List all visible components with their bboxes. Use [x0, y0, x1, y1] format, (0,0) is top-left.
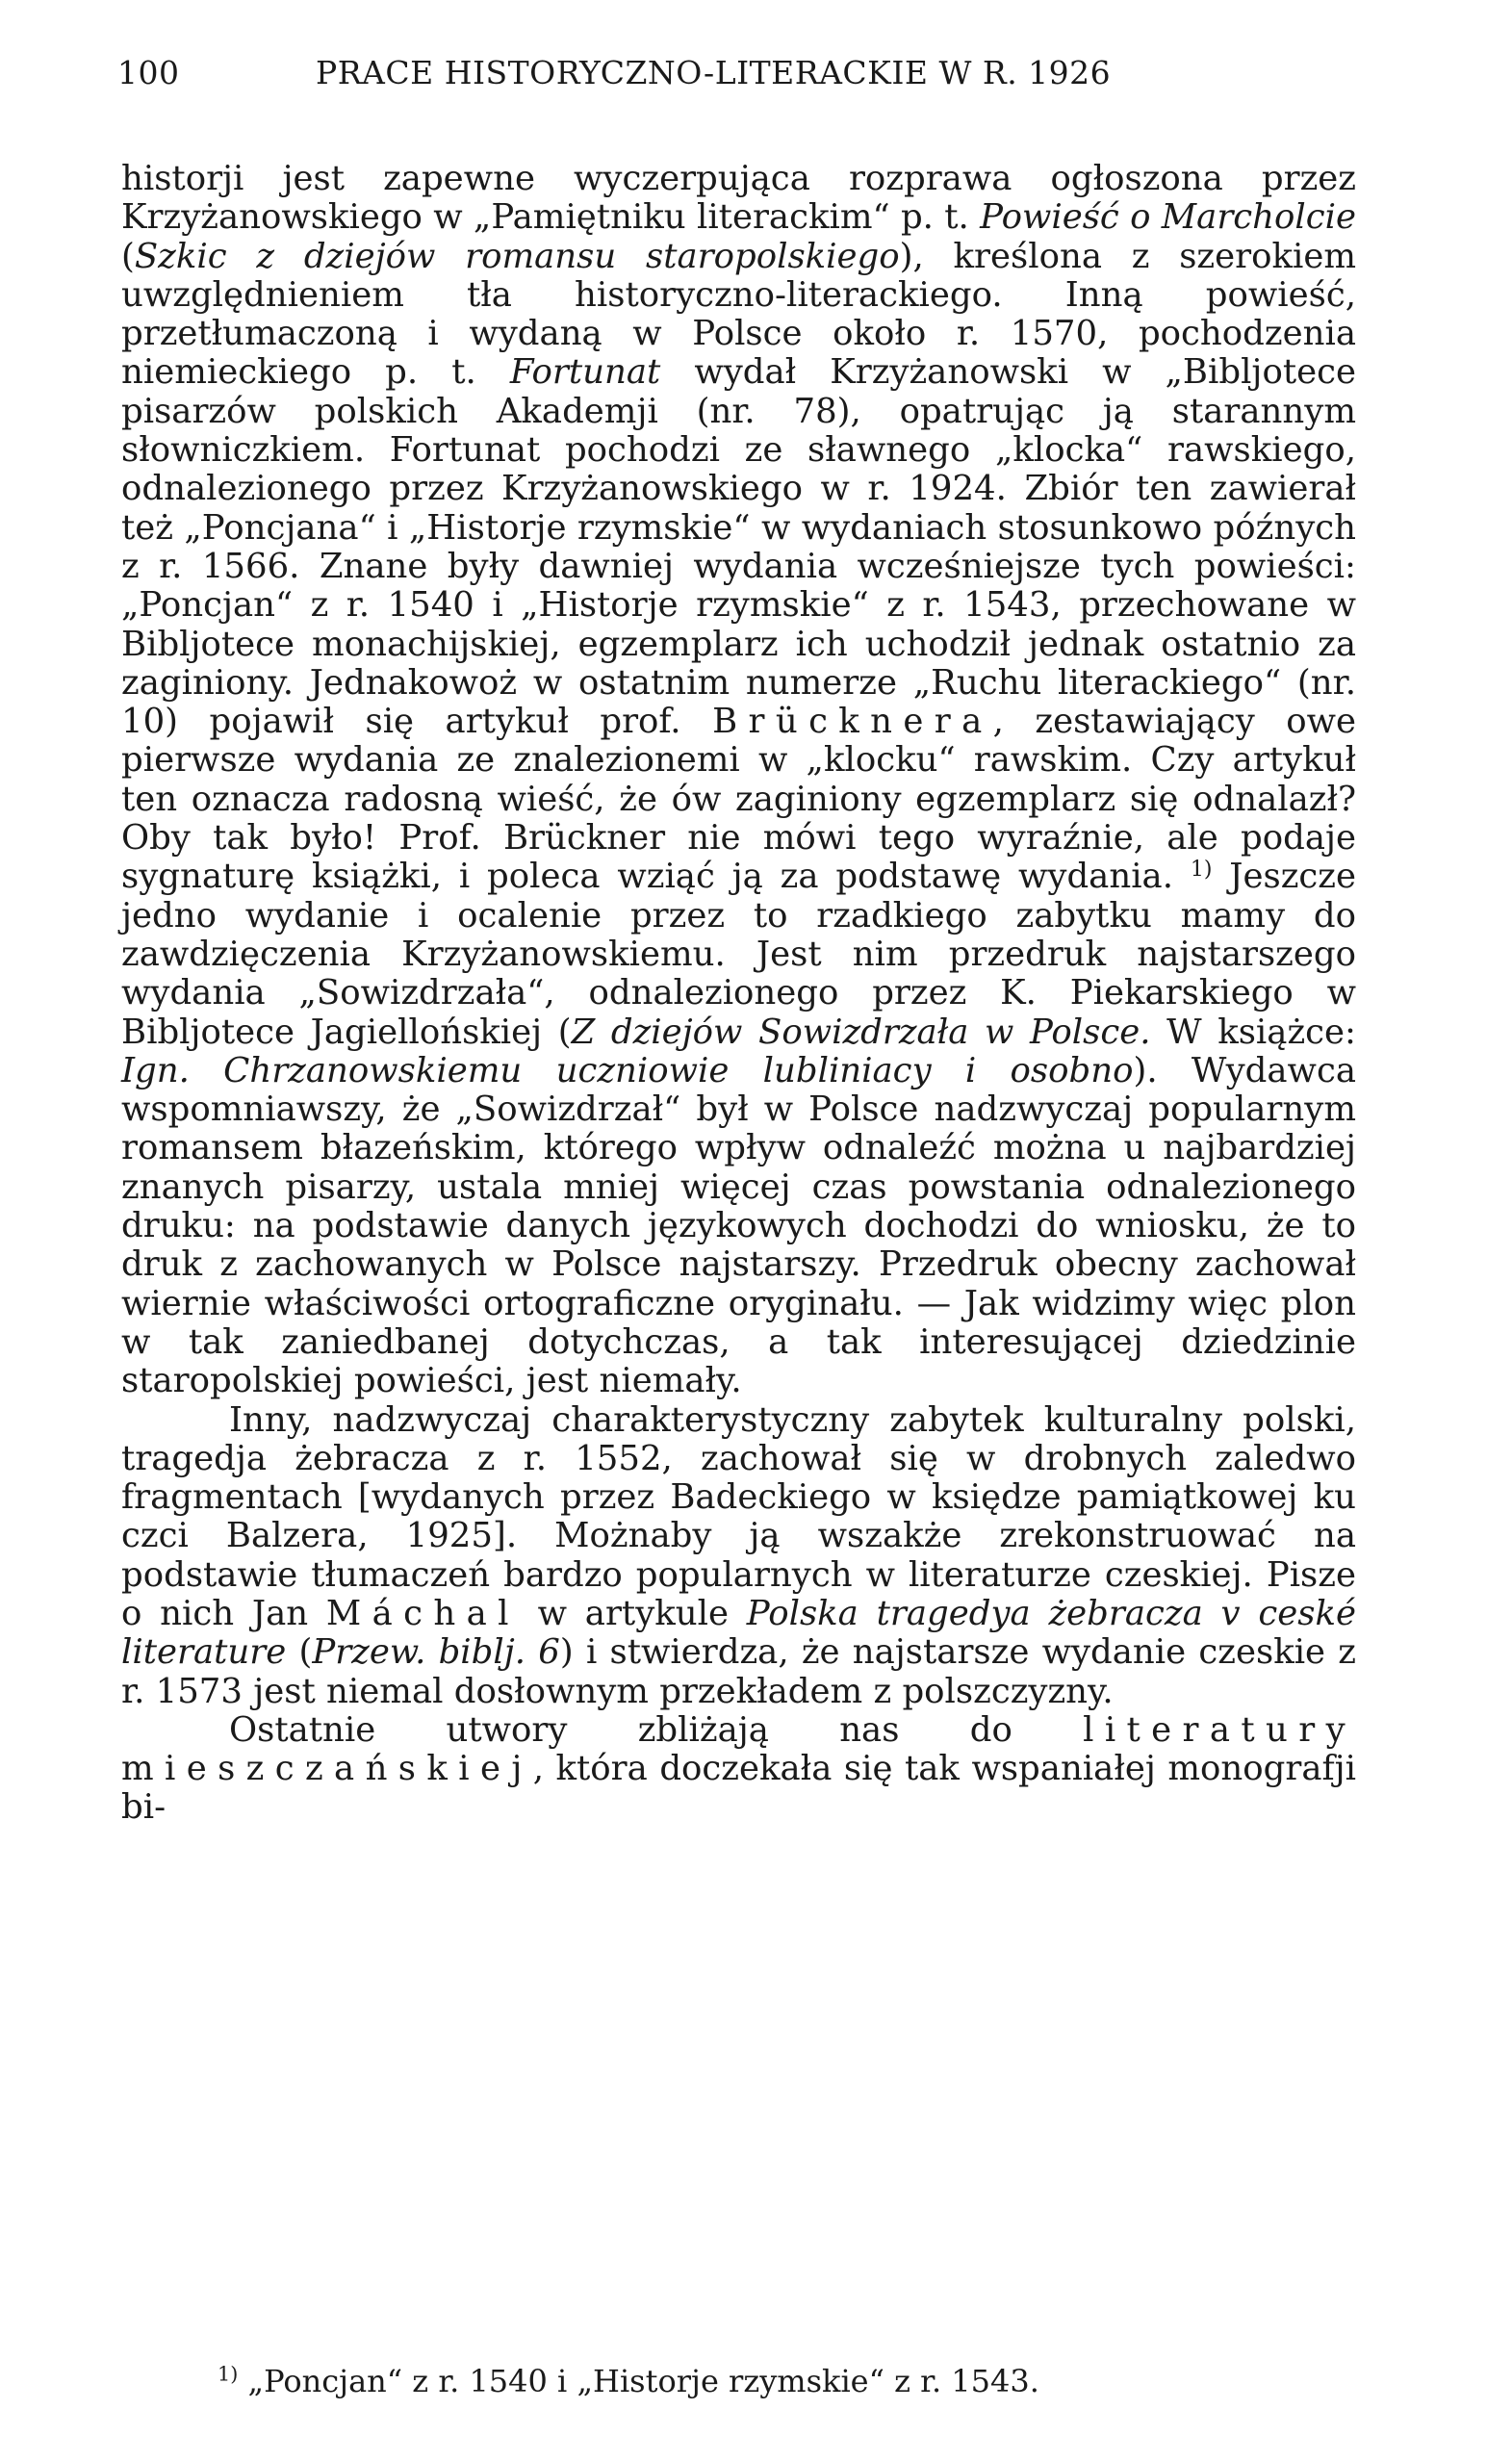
- text-run: Jeszcze jedno wydanie i ocalenie przez to rzadkiego zabytku mamy do zawdzięczenia Krzyżanowskiemu. Jest nim przedruk najstarszego wydania „Sowizdrzała“, odnalezionego przez K. Piekarskiego w Bibljotece Jagiellońskiej (: [121, 857, 1356, 1052]
- italic-text: Z dziejów Sowizdrzała w Polsce.: [571, 1012, 1151, 1052]
- italic-text: Powieść o Marcholcie: [980, 197, 1356, 238]
- footnote: [218, 2362, 1353, 2400]
- spaced-name: literatury mieszczańskiej: [121, 1709, 1356, 1789]
- text-run: historji jest zapewne wyczerpująca rozprawa ogłoszona przez Krzyżanowskiego w „Pamiętniku literackim“ p. t.: [121, 159, 1356, 238]
- footnote-text: „Poncjan“ z r. 1540 i „Historje rzymskie“ z r. 1543.: [238, 2363, 1039, 2399]
- paragraph: [121, 160, 1356, 1401]
- footnote-reference: 1): [1190, 858, 1213, 883]
- italic-text: Szkic z dziejów romansu staropolskiego: [134, 236, 900, 276]
- text-run: ), kreślona z szerokiem uwzględnieniem tła historyczno-literackiego. Inną powieść, przetłumaczoną i wydaną w Polsce około r. 1570, pochodzenia niemieckiego p. t.: [121, 236, 1356, 393]
- page-number: 100: [117, 54, 180, 91]
- running-title: PRACE HISTORYCZNO-LITERACKIE W R. 1926: [316, 54, 1112, 91]
- text-run: w artykule: [519, 1593, 747, 1633]
- italic-text: Ign. Chrzanowskiemu uczniowie lubliniacy i osobno: [121, 1050, 1134, 1090]
- paragraph: [121, 1711, 1356, 1828]
- paragraph: [121, 1401, 1356, 1711]
- text-run: (: [286, 1632, 313, 1673]
- text-run: (: [121, 236, 135, 276]
- spaced-name: Máchal: [325, 1593, 520, 1633]
- text-run: , która doczekała się tak wspaniałej monografji bi-: [121, 1749, 1356, 1828]
- text-run: W książce:: [1150, 1012, 1356, 1052]
- body-text: [121, 160, 1356, 1828]
- text-run: , zestawiający owe pierwsze wydania ze znalezionemi w „klocku“ rawskim. Czy artykuł ten oznacza radosną wieść, że ów zaginiony egzemplarz się odnalazł? Oby tak było! Prof. Brückner nie mówi tego wyraźnie, ale podaje sygnaturę książki, i poleca wziąć ją za podstawę wydania.: [121, 702, 1356, 897]
- text-run: wydał Krzyżanowski w „Bibljotece pisarzów polskich Akademji (nr. 78), opatrując ją starannym słowniczkiem. Fortunat pochodzi ze sławnego „klocka“ rawskiego, odnalezionego przez Krzyżanowskiego w r. 1924. Zbiór ten zawierał też „Poncjana“ i „Historje rzymskie“ w wydaniach stosunkowo późnych z r. 1566. Znane były dawniej wydania wcześniejsze tych powieści: „Poncjan“ z r. 1540 i „Historje rzymskie“ z r. 1543, przechowane w Bibljotece monachijskiej, egzemplarz ich uchodził jednak ostatnio za zaginiony. Jednakowoż w ostatnim numerze „Ruchu literackiego“ (nr. 10) pojawił się artykuł prof.: [121, 352, 1356, 742]
- text-run: ). Wydawca wspomniawszy, że „Sowizdrzał“ był w Polsce nadzwyczaj popularnym romansem błazeńskim, którego wpływ odnaleźć można u najbardziej znanych pisarzy, ustala mniej więcej czas powstania odnalezionego druku: na podstawie danych językowych dochodzi do wniosku, że to druk z zachowanych w Polsce najstarszy. Przedruk obecny zachował wiernie właściwości ortograficzne oryginału. — Jak widzimy więc plon w tak zaniedbanej dotychczas, a tak interesującej dziedzinie staropolskiej powieści, jest niemały.: [121, 1050, 1356, 1401]
- text-run: Inny, nadzwyczaj charakterystyczny zabytek kulturalny polski, tragedja żebracza z r. 1552, zachował się w drobnych zaledwo fragmentach [wydanych przez Badeckiego w księdze pamiątkowej ku czci Balzera, 1925]. Możnaby ją wszakże zrekonstruować na podstawie tłumaczeń bardzo popularnych w literaturze czeskiej. Pisze o nich Jan: [121, 1399, 1356, 1633]
- spaced-name: Brücknera: [712, 702, 993, 742]
- text-run: ) i stwierdza, że najstarsze wydanie czeskie z r. 1573 jest niemal dosłownym przekładem z polszczyzny.: [121, 1632, 1356, 1711]
- italic-text: Polska tragedya żebracza v ceské literature: [121, 1593, 1357, 1673]
- footnote-marker: 1): [218, 2362, 239, 2386]
- italic-text: Przew. biblj. 6: [312, 1632, 560, 1673]
- italic-text: Fortunat: [509, 352, 661, 393]
- text-run: Ostatnie utwory zbliżają nas do: [229, 1709, 1084, 1750]
